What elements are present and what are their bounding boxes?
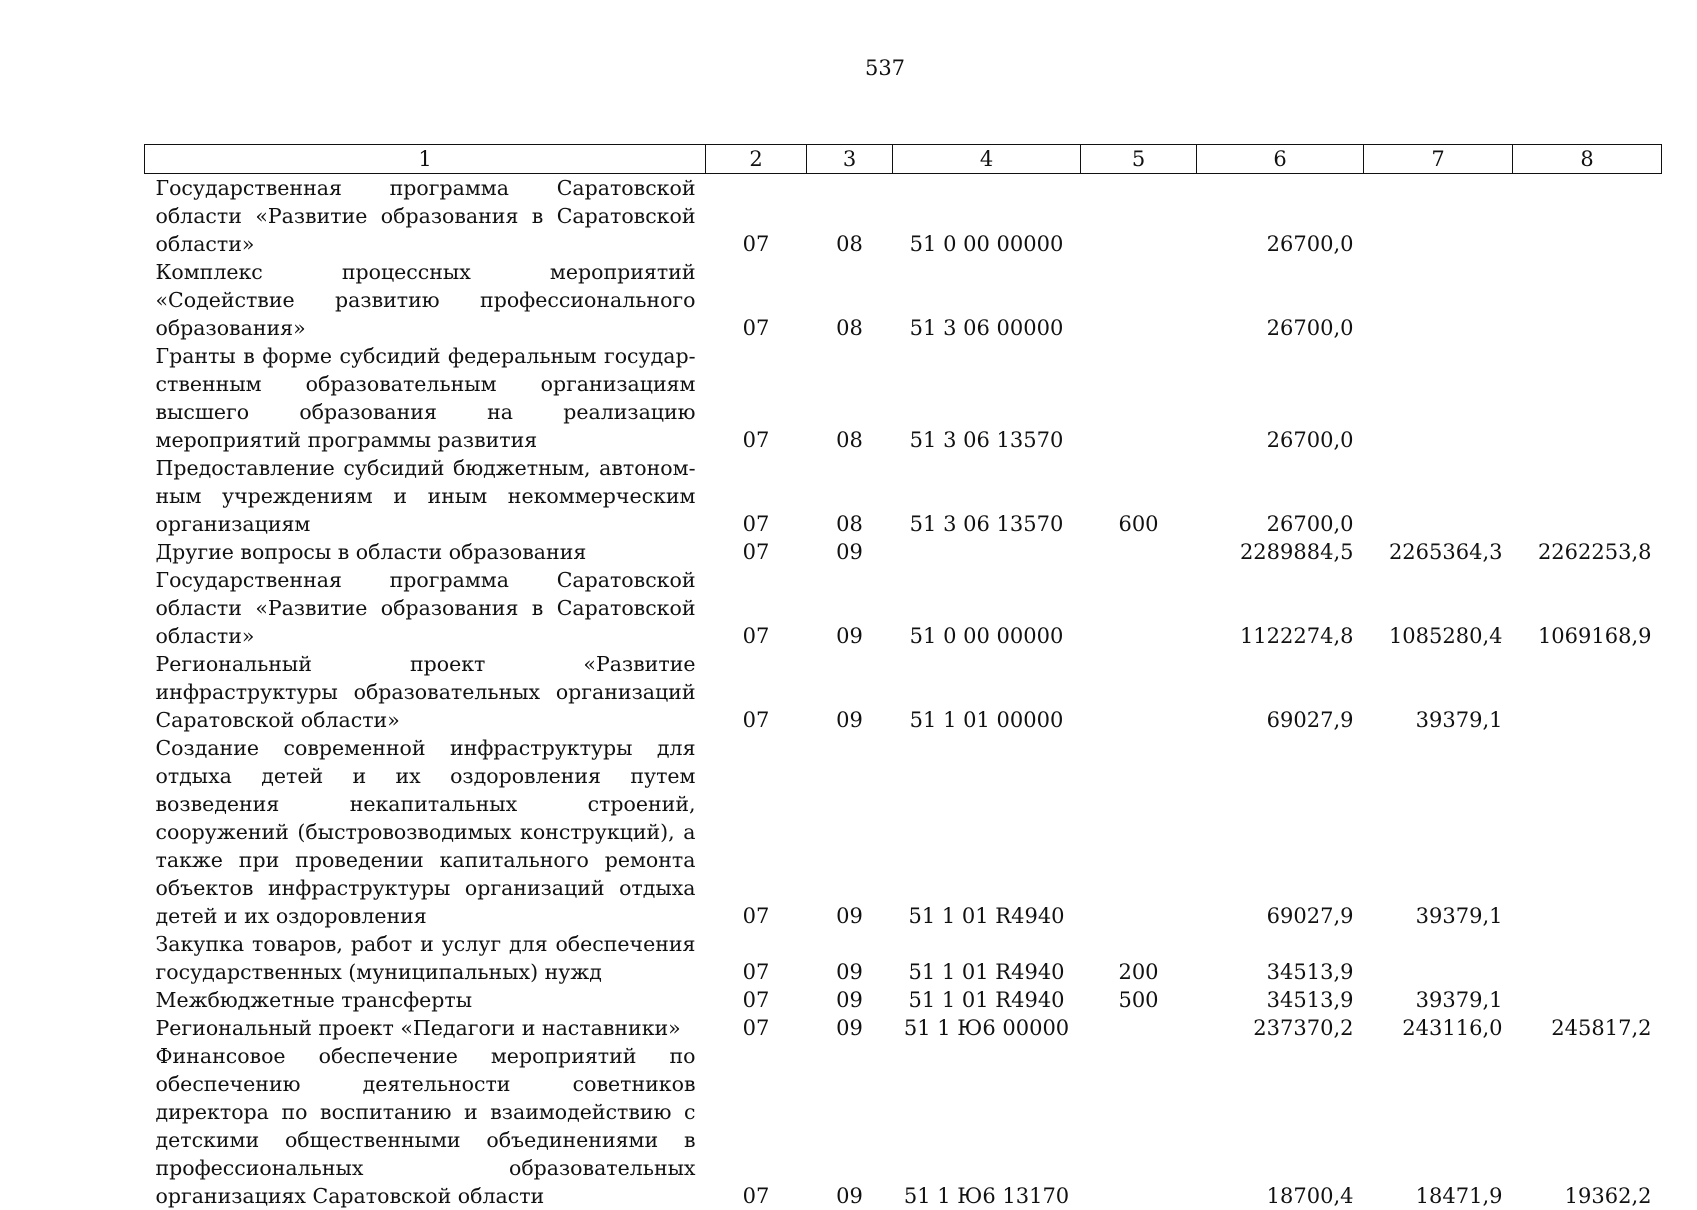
- table-row: [145, 342, 1662, 454]
- table-row: [145, 1042, 1662, 1210]
- column-header: 5: [1081, 145, 1197, 174]
- section-code: 07: [706, 454, 807, 538]
- expense-type-code: [1081, 258, 1197, 342]
- amount-col-7: 39379,1: [1364, 986, 1513, 1014]
- amount-col-7: [1364, 454, 1513, 538]
- amount-col-8: [1513, 258, 1662, 342]
- table-row: [145, 538, 1662, 566]
- table-row: [145, 454, 1662, 538]
- item-name: Создание современной инфраструктуры для отдыха детей и их оздоровления путем возведения некапитальных строений, сооружений (быстровозводимых конструкций), а также при проведении капитального ремонта объектов инфраструктуры организаций отдыха детей и их оздоровления: [145, 734, 706, 930]
- expense-type-code: [1081, 1014, 1197, 1042]
- expense-type-code: [1081, 174, 1197, 259]
- subsection-code: 09: [807, 930, 893, 986]
- amount-col-7: [1364, 930, 1513, 986]
- amount-col-8: [1513, 734, 1662, 930]
- amount-col-8: [1513, 342, 1662, 454]
- amount-col-6: 18700,4: [1197, 1042, 1364, 1210]
- target-article-code: 51 1 01 R4940: [893, 734, 1081, 930]
- amount-col-6: 26700,0: [1197, 454, 1364, 538]
- amount-col-8: [1513, 650, 1662, 734]
- item-name: Региональный проект «Развитие инфраструктуры образовательных организаций Саратовской области»: [145, 650, 706, 734]
- subsection-code: 09: [807, 986, 893, 1014]
- column-header: 1: [145, 145, 706, 174]
- item-name: Межбюджетные трансферты: [145, 986, 706, 1014]
- item-name: Комплекс процессных мероприятий «Содействие развитию профессионального образования»: [145, 258, 706, 342]
- table-row: [145, 1014, 1662, 1042]
- expense-type-code: 500: [1081, 986, 1197, 1014]
- amount-col-8: 1069168,9: [1513, 566, 1662, 650]
- target-article-code: 51 3 06 13570: [893, 342, 1081, 454]
- section-code: 07: [706, 538, 807, 566]
- section-code: 07: [706, 986, 807, 1014]
- section-code: 07: [706, 1042, 807, 1210]
- target-article-code: 51 1 01 R4940: [893, 930, 1081, 986]
- expense-type-code: 200: [1081, 930, 1197, 986]
- item-name: Государственная программа Саратовской области «Развитие образования в Саратовской области»: [145, 174, 706, 259]
- subsection-code: 09: [807, 650, 893, 734]
- section-code: 07: [706, 1014, 807, 1042]
- amount-col-6: 26700,0: [1197, 258, 1364, 342]
- subsection-code: 09: [807, 1042, 893, 1210]
- expense-type-code: [1081, 342, 1197, 454]
- expense-type-code: 600: [1081, 454, 1197, 538]
- amount-col-7: 2265364,3: [1364, 538, 1513, 566]
- table-row: [145, 174, 1662, 259]
- expense-type-code: [1081, 1042, 1197, 1210]
- subsection-code: 09: [807, 734, 893, 930]
- amount-col-8: [1513, 930, 1662, 986]
- budget-table: [144, 144, 1662, 1210]
- amount-col-6: 1122274,8: [1197, 566, 1364, 650]
- amount-col-7: 39379,1: [1364, 650, 1513, 734]
- amount-col-8: [1513, 174, 1662, 259]
- section-code: 07: [706, 734, 807, 930]
- amount-col-6: 69027,9: [1197, 650, 1364, 734]
- table-row: [145, 258, 1662, 342]
- subsection-code: 09: [807, 538, 893, 566]
- expense-type-code: [1081, 734, 1197, 930]
- item-name: Финансовое обеспечение мероприятий по обеспечению деятельности советников директора по воспитанию и взаимодействию с детскими общественными объединениями в профессиональных образовательных организациях Саратовской области: [145, 1042, 706, 1210]
- table-row: [145, 986, 1662, 1014]
- target-article-code: 51 1 01 00000: [893, 650, 1081, 734]
- column-header: 3: [807, 145, 893, 174]
- amount-col-6: 69027,9: [1197, 734, 1364, 930]
- section-code: 07: [706, 258, 807, 342]
- item-name: Гранты в форме субсидий федеральным государственным образовательным организациям высшего образования на реализацию мероприятий программы развития: [145, 342, 706, 454]
- item-name: Закупка товаров, работ и услуг для обеспечения государственных (муниципальных) нужд: [145, 930, 706, 986]
- expense-type-code: [1081, 566, 1197, 650]
- column-header: 4: [893, 145, 1081, 174]
- column-header: 6: [1197, 145, 1364, 174]
- target-article-code: 51 0 00 00000: [893, 566, 1081, 650]
- amount-col-6: 2289884,5: [1197, 538, 1364, 566]
- expense-type-code: [1081, 650, 1197, 734]
- subsection-code: 08: [807, 454, 893, 538]
- table-row: [145, 734, 1662, 930]
- expense-type-code: [1081, 538, 1197, 566]
- target-article-code: 51 1 01 R4940: [893, 986, 1081, 1014]
- column-header: 7: [1364, 145, 1513, 174]
- subsection-code: 08: [807, 258, 893, 342]
- item-name: Другие вопросы в области образования: [145, 538, 706, 566]
- amount-col-6: 237370,2: [1197, 1014, 1364, 1042]
- table-row: [145, 566, 1662, 650]
- item-name: Региональный проект «Педагоги и наставники»: [145, 1014, 706, 1042]
- target-article-code: 51 1 Ю6 13170: [893, 1042, 1081, 1210]
- amount-col-7: [1364, 342, 1513, 454]
- amount-col-6: 34513,9: [1197, 986, 1364, 1014]
- item-name: Предоставление субсидий бюджетным, автономным учреждениям и иным некоммерческим организациям: [145, 454, 706, 538]
- amount-col-7: [1364, 258, 1513, 342]
- amount-col-8: [1513, 986, 1662, 1014]
- item-name: Государственная программа Саратовской области «Развитие образования в Саратовской области»: [145, 566, 706, 650]
- column-header: 8: [1513, 145, 1662, 174]
- page-number: 537: [0, 56, 1697, 80]
- table-body: [145, 174, 1662, 1210]
- amount-col-7: 39379,1: [1364, 734, 1513, 930]
- section-code: 07: [706, 174, 807, 259]
- amount-col-6: 34513,9: [1197, 930, 1364, 986]
- subsection-code: 08: [807, 174, 893, 259]
- table-header-row: [145, 145, 1662, 174]
- column-header: 2: [706, 145, 807, 174]
- subsection-code: 08: [807, 342, 893, 454]
- amount-col-8: 19362,2: [1513, 1042, 1662, 1210]
- amount-col-7: [1364, 174, 1513, 259]
- subsection-code: 09: [807, 1014, 893, 1042]
- target-article-code: 51 3 06 00000: [893, 258, 1081, 342]
- section-code: 07: [706, 930, 807, 986]
- amount-col-6: 26700,0: [1197, 342, 1364, 454]
- section-code: 07: [706, 650, 807, 734]
- target-article-code: 51 1 Ю6 00000: [893, 1014, 1081, 1042]
- amount-col-6: 26700,0: [1197, 174, 1364, 259]
- target-article-code: [893, 538, 1081, 566]
- target-article-code: 51 3 06 13570: [893, 454, 1081, 538]
- target-article-code: 51 0 00 00000: [893, 174, 1081, 259]
- amount-col-8: 245817,2: [1513, 1014, 1662, 1042]
- amount-col-7: 1085280,4: [1364, 566, 1513, 650]
- amount-col-7: 18471,9: [1364, 1042, 1513, 1210]
- amount-col-8: 2262253,8: [1513, 538, 1662, 566]
- table-row: [145, 650, 1662, 734]
- section-code: 07: [706, 566, 807, 650]
- amount-col-7: 243116,0: [1364, 1014, 1513, 1042]
- subsection-code: 09: [807, 566, 893, 650]
- section-code: 07: [706, 342, 807, 454]
- table-row: [145, 930, 1662, 986]
- amount-col-8: [1513, 454, 1662, 538]
